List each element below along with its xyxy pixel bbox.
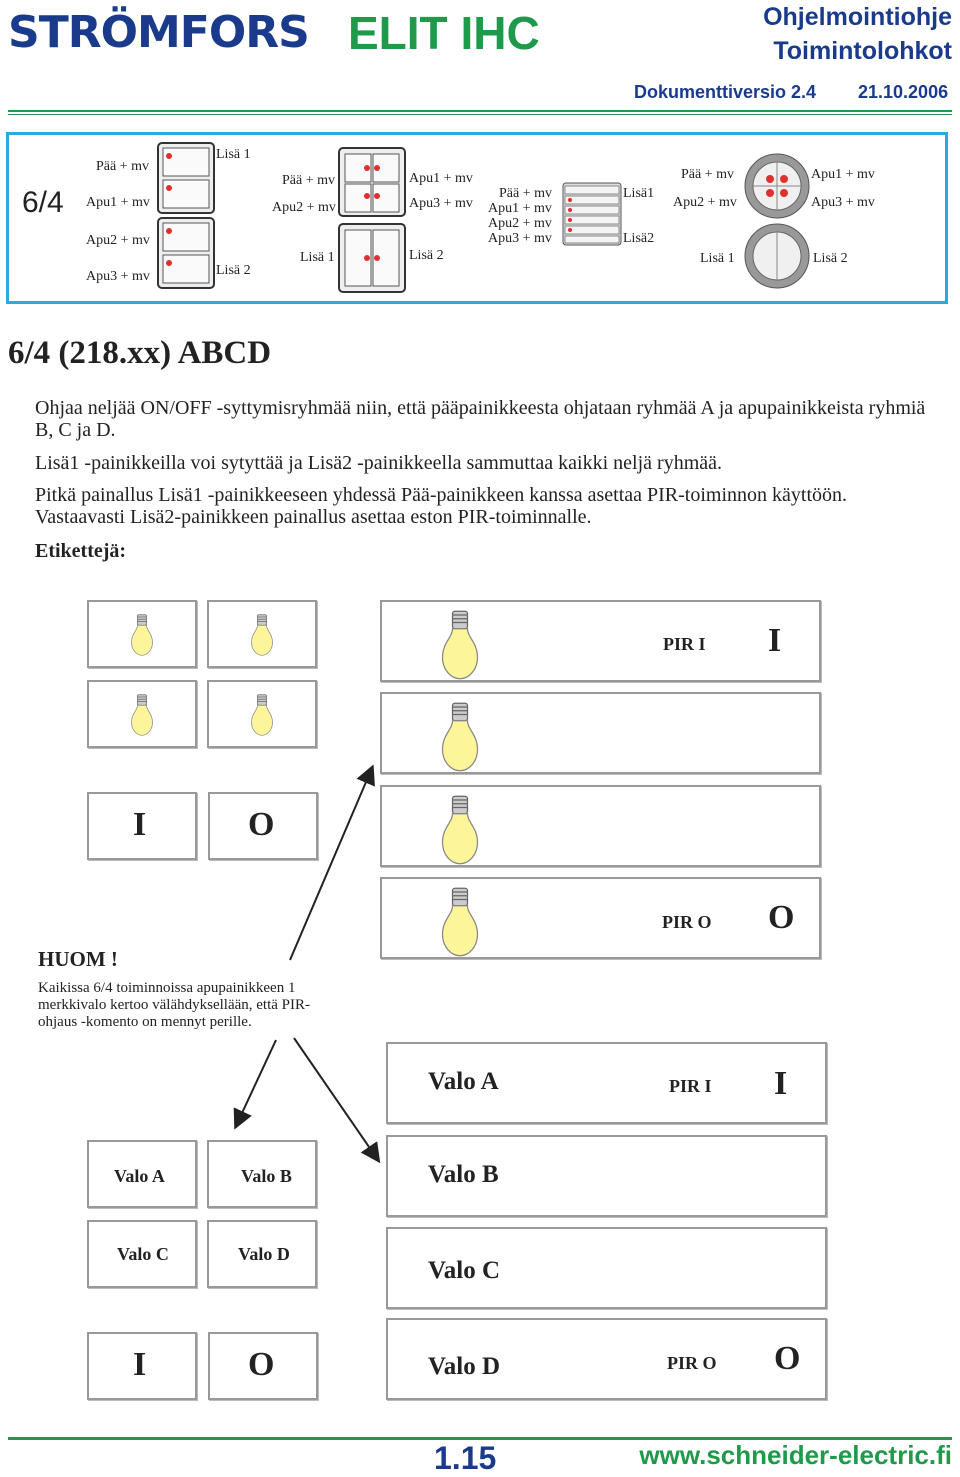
arrow-up-icon (290, 768, 372, 960)
valo-d-wide-text: Valo D (428, 1353, 501, 1380)
g3-apu3: Apu3 + mv (488, 231, 552, 246)
g1-lisa1: Lisä 1 (216, 147, 251, 162)
page-number: 1.15 (434, 1440, 497, 1476)
note-title: HUOM ! (38, 947, 118, 971)
pir-i-bottom-small: PIR I (669, 1076, 712, 1096)
valo-b-small-text: Valo B (241, 1166, 292, 1186)
label-valo-b-small (207, 1140, 317, 1208)
g2-lisa2: Lisä 2 (409, 248, 444, 263)
pir-i-small: PIR I (663, 634, 706, 654)
label-valo-a-small (87, 1140, 197, 1208)
g1-paa: Pää + mv (96, 159, 149, 174)
g3-lisa1: Lisä1 (623, 186, 655, 201)
valo-a-wide-text: Valo A (428, 1068, 499, 1095)
valo-d-small-text: Valo D (238, 1244, 290, 1264)
label-io-i-bottom (87, 1332, 197, 1400)
label-valo-b-wide (386, 1135, 827, 1217)
g2-apu1: Apu1 + mv (409, 171, 473, 186)
g4-lisa1: Lisä 1 (700, 251, 735, 266)
io-i-text: I (133, 806, 147, 843)
g1-apu1: Apu1 + mv (86, 195, 150, 210)
g3-apu1: Apu1 + mv (488, 201, 552, 216)
doc-title-line2: Toimintolohkot (773, 37, 952, 65)
paragraph-1: Ohjaa neljää ON/OFF -syttymisryhmää niin, että pääpainikkeesta ohjataan ryhmää A ja apupainikkeista ryhmiä B, C ja D. (35, 397, 926, 441)
label-valo-c-wide (386, 1227, 827, 1309)
valo-a-small-text: Valo A (114, 1166, 165, 1186)
g3-apu2: Apu2 + mv (488, 216, 552, 231)
note-text: Kaikissa 6/4 toiminnoissa apupainikkeen 1 merkkivalo kertoo välähdyksellään, että PIR-ohjaus -komento on mennyt perille. (38, 980, 310, 1030)
g3-paa: Pää + mv (499, 186, 552, 201)
i-big: I (768, 622, 782, 659)
g4-apu1: Apu1 + mv (811, 167, 875, 182)
doc-title-line1: Ohjelmointiohje (763, 3, 952, 31)
g4-apu2: Apu2 + mv (673, 195, 737, 210)
doc-date: 21.10.2006 (858, 82, 949, 102)
i-bottom-big: I (774, 1065, 788, 1102)
labels-heading: Etikettejä: (35, 540, 127, 562)
g4-apu3: Apu3 + mv (811, 195, 875, 210)
paragraph-3: Pitkä painallus Lisä1 -painikkeeseen yhdessä Pää-painikkeen kanssa asettaa PIR-toiminnon käyttöön. Vastaavasti Lisä2-painikkeen painallus asettaa eston PIR-toiminnalle. (35, 484, 848, 528)
io-i-bottom-text: I (133, 1346, 147, 1383)
label-valo-a-wide (386, 1042, 827, 1124)
pir-o-bottom-small: PIR O (667, 1353, 717, 1373)
g2-paa: Pää + mv (282, 173, 335, 188)
g4-paa: Pää + mv (681, 167, 734, 182)
brand-logo: STRÖMFORS (8, 7, 309, 58)
o-bottom-big: O (774, 1340, 801, 1377)
valo-c-small-text: Valo C (117, 1244, 169, 1264)
label-io-o-bottom (208, 1332, 318, 1400)
panel-code: 6/4 (22, 186, 64, 219)
g1-apu2: Apu2 + mv (86, 233, 150, 248)
g2-apu3: Apu3 + mv (409, 196, 473, 211)
g2-lisa1: Lisä 1 (300, 250, 335, 265)
o-big: O (768, 899, 795, 936)
label-valo-d-wide (386, 1318, 827, 1400)
g3-lisa2: Lisä2 (623, 231, 655, 246)
footer-url[interactable]: www.schneider-electric.fi (639, 1440, 952, 1470)
arrow-down-left-icon (236, 1040, 276, 1126)
valo-c-wide-text: Valo C (428, 1257, 501, 1284)
paragraph-2: Lisä1 -painikkeilla voi sytyttää ja Lisä2 -painikkeella sammuttaa kaikki neljä ryhmää. (35, 452, 723, 474)
valo-b-wide-text: Valo B (428, 1161, 499, 1188)
section-title: 6/4 (218.xx) ABCD (8, 335, 272, 371)
g1-lisa2: Lisä 2 (216, 263, 251, 278)
io-o-text: O (248, 806, 275, 843)
g1-apu3: Apu3 + mv (86, 269, 150, 284)
io-o-bottom-text: O (248, 1346, 275, 1383)
pir-o-small: PIR O (662, 912, 712, 932)
product-name: ELIT IHC (348, 7, 540, 59)
g4-lisa2: Lisä 2 (813, 251, 848, 266)
label-valo-d-small (207, 1220, 317, 1288)
g2-apu2: Apu2 + mv (272, 200, 336, 215)
doc-version: Dokumenttiversio 2.4 (634, 82, 817, 102)
label-valo-c-small (87, 1220, 197, 1288)
